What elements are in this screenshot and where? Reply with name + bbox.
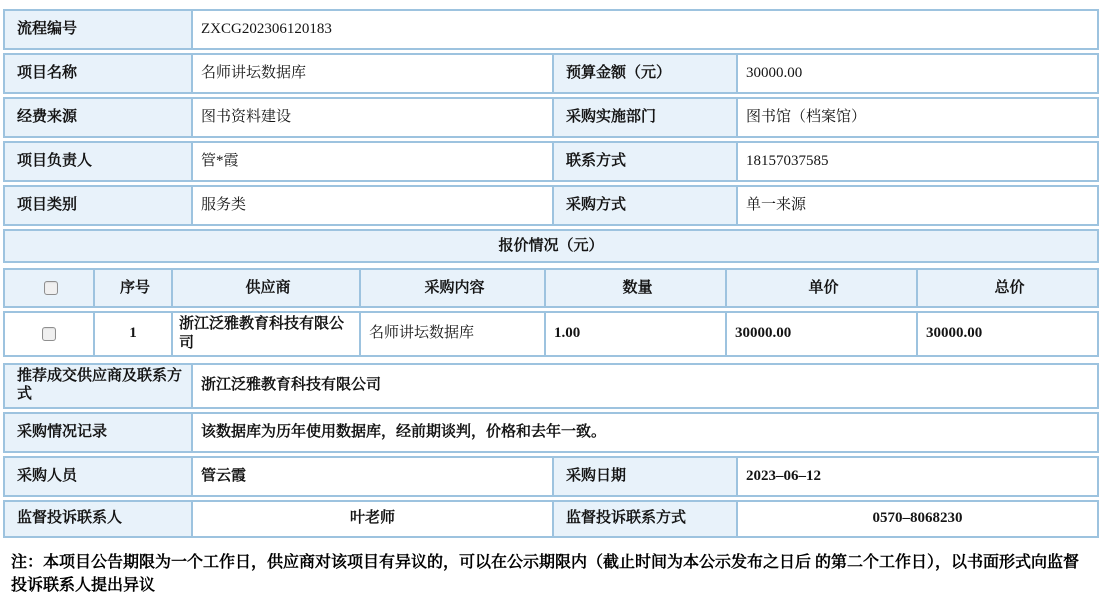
complaint-phone-value: 0570–8068230: [738, 500, 1099, 538]
quote-section-title: 报价情况（元）: [3, 229, 1099, 263]
row-quantity: 1.00: [546, 311, 727, 357]
procurement-method-value: 单一来源: [738, 185, 1099, 226]
project-name-value: 名师讲坛数据库: [193, 53, 554, 94]
procurement-record-label: 采购情况记录: [3, 412, 193, 453]
col-header-seq: 序号: [95, 268, 173, 308]
project-name-label: 项目名称: [3, 53, 193, 94]
process-number-label: 流程编号: [3, 9, 193, 50]
result-table: [3, 360, 1099, 541]
table-row: [3, 363, 1099, 409]
table-row: [3, 53, 1099, 94]
process-number-value: ZXCG202306120183: [193, 9, 1099, 50]
table-row: [3, 229, 1099, 263]
table-row: [3, 97, 1099, 138]
project-category-label: 项目类别: [3, 185, 193, 226]
quotation-table: [3, 265, 1099, 360]
recommended-supplier-label: 推荐成交供应商及联系方式: [3, 363, 193, 409]
quotation-data-row: [3, 311, 1099, 357]
purchasing-dept-value: 图书馆（档案馆）: [738, 97, 1099, 138]
purchasing-dept-label: 采购实施部门: [554, 97, 738, 138]
procurement-record-value: 该数据库为历年使用数据库，经前期谈判，价格和去年一致。: [193, 412, 1099, 453]
table-row: [3, 185, 1099, 226]
row-seq: 1: [95, 311, 173, 357]
col-header-total-price: 总价: [918, 268, 1099, 308]
purchase-date-label: 采购日期: [554, 456, 738, 497]
project-info-table: [3, 6, 1099, 266]
purchase-date-value: 2023–06–12: [738, 456, 1099, 497]
complaint-phone-label: 监督投诉联系方式: [554, 500, 738, 538]
project-leader-value: 管*霞: [193, 141, 554, 182]
contact-label: 联系方式: [554, 141, 738, 182]
table-row: [3, 456, 1099, 497]
select-all-checkbox[interactable]: [44, 281, 58, 295]
complaint-contact-label: 监督投诉联系人: [3, 500, 193, 538]
table-row: [3, 141, 1099, 182]
col-header-content: 采购内容: [361, 268, 546, 308]
complaint-contact-value: 叶老师: [193, 500, 554, 538]
table-row: [3, 500, 1099, 538]
row-unit-price: 30000.00: [727, 311, 918, 357]
col-header-unit-price: 单价: [727, 268, 918, 308]
row-content: 名师讲坛数据库: [361, 311, 546, 357]
buyer-label: 采购人员: [3, 456, 193, 497]
col-header-supplier: 供应商: [173, 268, 361, 308]
row-supplier: 浙江泛雅教育科技有限公司: [173, 311, 361, 357]
select-all-cell: [3, 268, 95, 308]
row-total-price: 30000.00: [918, 311, 1099, 357]
col-header-quantity: 数量: [546, 268, 727, 308]
project-leader-label: 项目负责人: [3, 141, 193, 182]
table-row: [3, 412, 1099, 453]
announcement-note: 注：本项目公告期限为一个工作日，供应商对该项目有异议的，可以在公示期限内（截止时间为本公示发布之日后 的第二个工作日），以书面形式向监督投诉联系人提出异议: [11, 553, 1080, 594]
quotation-header-row: [3, 268, 1099, 308]
procurement-method-label: 采购方式: [554, 185, 738, 226]
table-row: [3, 9, 1099, 50]
buyer-value: 管云霞: [193, 456, 554, 497]
project-category-value: 服务类: [193, 185, 554, 226]
row-select-cell: [3, 311, 95, 357]
row-checkbox[interactable]: [42, 327, 56, 341]
funding-source-label: 经费来源: [3, 97, 193, 138]
contact-value: 18157037585: [738, 141, 1099, 182]
funding-source-value: 图书资料建设: [193, 97, 554, 138]
budget-label: 预算金额（元）: [554, 53, 738, 94]
recommended-supplier-value: 浙江泛雅教育科技有限公司: [193, 363, 1099, 409]
budget-value: 30000.00: [738, 53, 1099, 94]
